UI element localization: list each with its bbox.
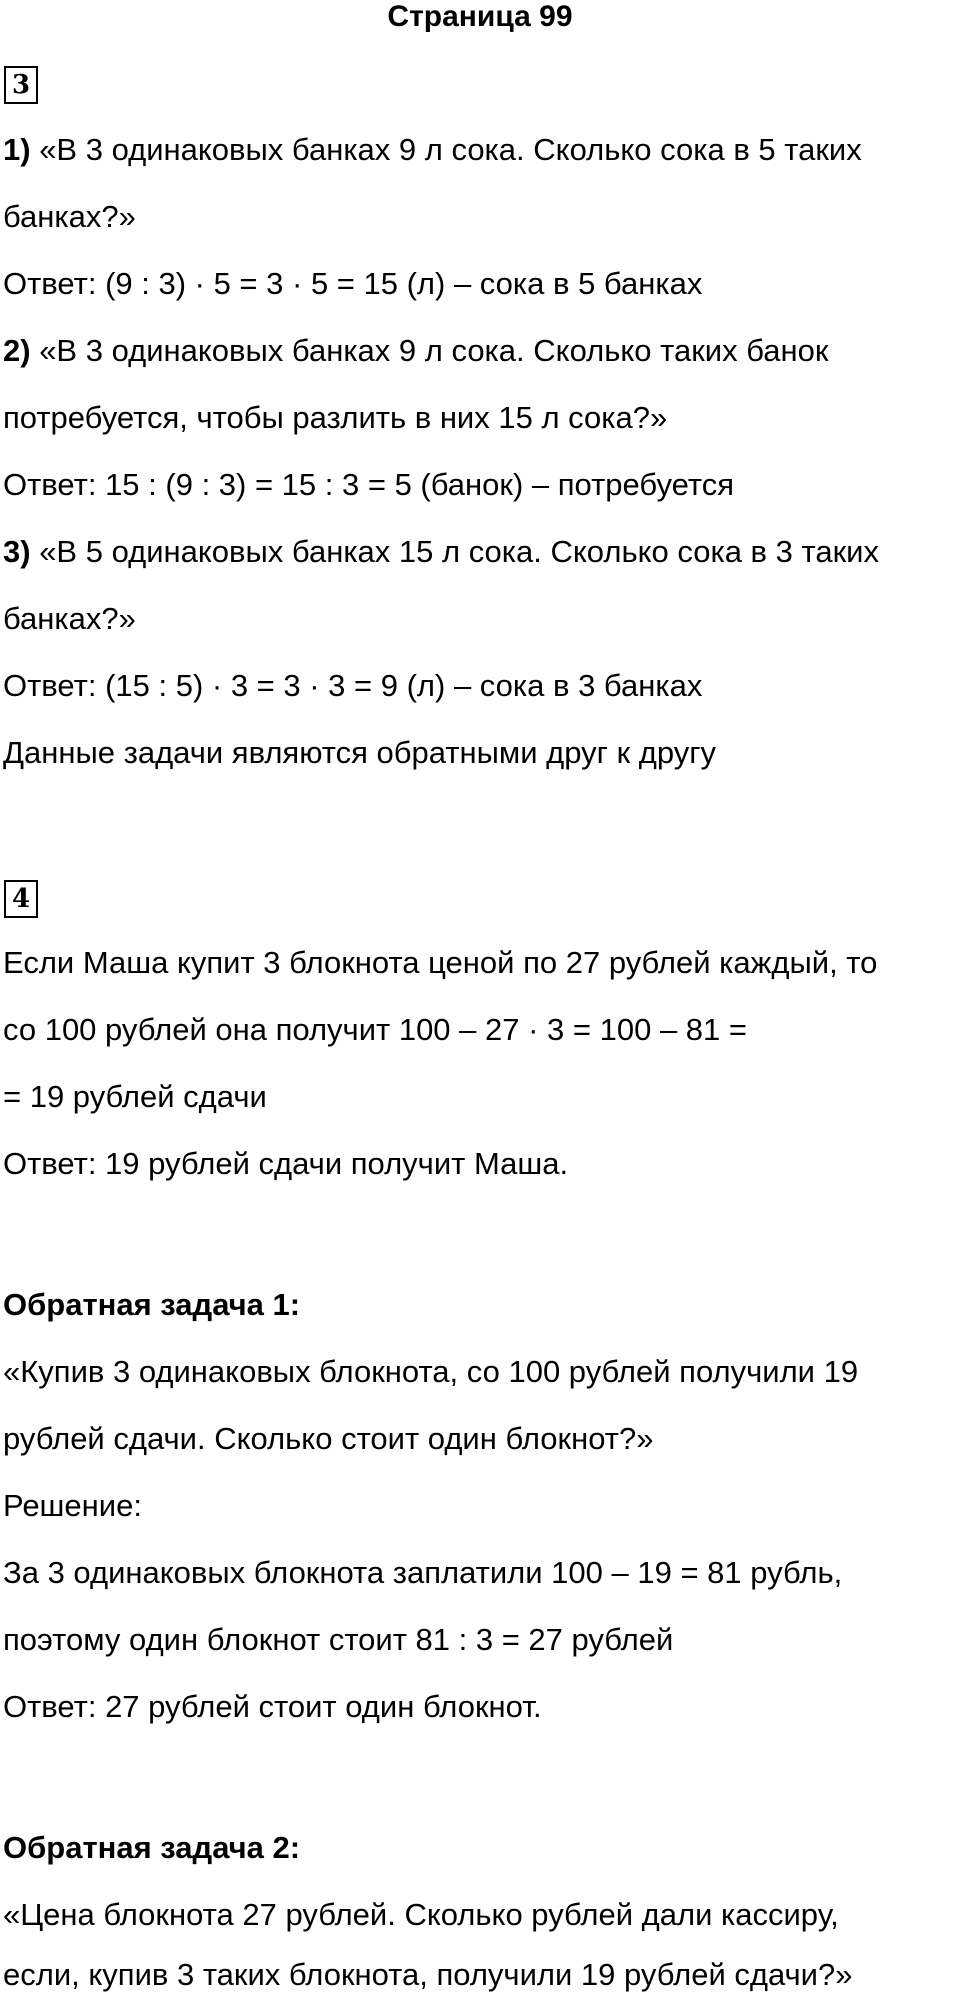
- task3-part2-text: «В 3 одинаковых банках 9 л сока. Сколько таких банок: [30, 333, 829, 368]
- task3-part1-answer: Ответ: (9 : 3) · 5 = 3 · 5 = 15 (л) – сока в 5 банках: [3, 266, 703, 301]
- inverse-task-1-solution-label: Решение:: [3, 1488, 142, 1523]
- task3-part3-marker: 3): [3, 534, 31, 569]
- task3-part2-marker: 2): [3, 333, 31, 368]
- task-number-box-3: 3: [4, 66, 38, 104]
- task3-part3-answer: Ответ: (15 : 5) · 3 = 3 · 3 = 9 (л) – сока в 3 банках: [3, 668, 703, 703]
- page-title: Страница 99: [387, 0, 573, 33]
- task3-part1-marker: 1): [3, 132, 31, 167]
- inverse-task-2-heading: Обратная задача 2:: [3, 1830, 301, 1865]
- inverse-task-2-line2: если, купив 3 таких блокнота, получили 19 рублей сдачи?»: [3, 1957, 853, 1992]
- task3-part3-line2: банках?»: [3, 601, 136, 636]
- task3-part2-line1: [3, 331, 828, 371]
- task3-part3-text: «В 5 одинаковых банках 15 л сока. Сколько сока в 3 таких: [30, 534, 879, 569]
- task4-answer: Ответ: 19 рублей сдачи получит Маша.: [3, 1146, 569, 1181]
- task3-part3-line1: [3, 532, 879, 572]
- inverse-task-1-line4: поэтому один блокнот стоит 81 : 3 = 27 рублей: [3, 1622, 674, 1657]
- inverse-task-1-line3: За 3 одинаковых блокнота заплатили 100 – 19 = 81 рубль,: [3, 1555, 843, 1590]
- task3-part1-text: «В 3 одинаковых банках 9 л сока. Сколько сока в 5 таких: [30, 132, 862, 167]
- inverse-task-1-heading: Обратная задача 1:: [3, 1287, 301, 1322]
- task4-line3: = 19 рублей сдачи: [3, 1079, 267, 1114]
- inverse-task-1-line1: «Купив 3 одинаковых блокнота, со 100 рублей получили 19: [3, 1354, 859, 1389]
- task3-part2-answer: Ответ: 15 : (9 : 3) = 15 : 3 = 5 (банок) – потребуется: [3, 467, 734, 502]
- task3-part1-line2: банках?»: [3, 199, 136, 234]
- task4-line1: Если Маша купит 3 блокнота ценой по 27 рублей каждый, то: [3, 945, 878, 980]
- inverse-task-1-line2: рублей сдачи. Сколько стоит один блокнот?»: [3, 1421, 654, 1456]
- task3-part1-line1: [3, 130, 862, 170]
- task3-conclusion: Данные задачи являются обратными друг к другу: [3, 735, 717, 770]
- task4-line2: со 100 рублей она получит 100 – 27 · 3 = 100 – 81 =: [3, 1012, 747, 1047]
- task3-part2-line2: потребуется, чтобы разлить в них 15 л сока?»: [3, 400, 668, 435]
- inverse-task-2-line1: «Цена блокнота 27 рублей. Сколько рублей дали кассиру,: [3, 1897, 839, 1932]
- inverse-task-1-answer: Ответ: 27 рублей стоит один блокнот.: [3, 1689, 542, 1724]
- task-number-box-4: 4: [4, 880, 38, 918]
